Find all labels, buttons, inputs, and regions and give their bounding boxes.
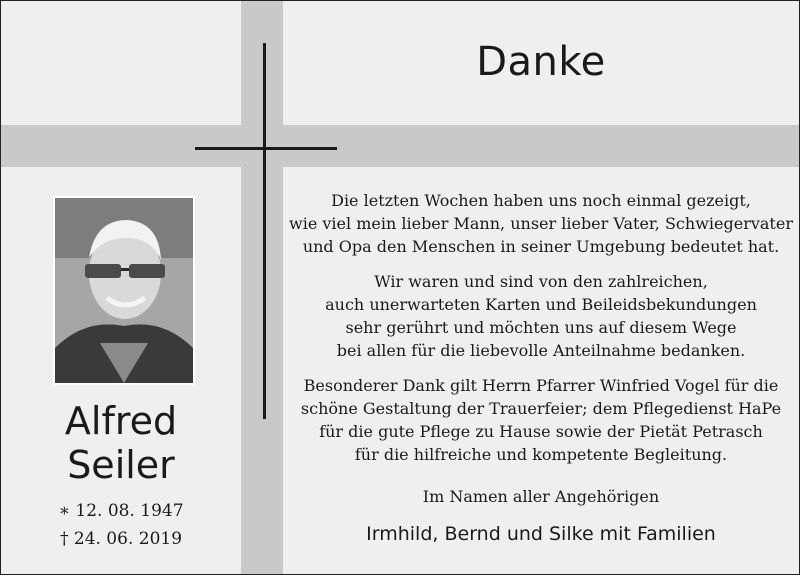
- page-title: Danke: [476, 39, 606, 85]
- message-text: [283, 189, 799, 478]
- portrait-photo: [53, 196, 195, 385]
- text-line: für die hilfreiche und kompetente Begleitung.: [354, 445, 728, 464]
- family-signature: Irmhild, Bernd und Silke mit Familien: [366, 523, 716, 545]
- text-line: und Opa den Menschen in seiner Umgebung bedeutet hat.: [302, 237, 780, 256]
- death-date: † 24. 06. 2019: [59, 529, 183, 549]
- text-line: bei allen für die liebevolle Anteilnahme bedanken.: [336, 341, 746, 360]
- message-paragraph-1: [283, 189, 799, 258]
- last-name: Seiler: [67, 443, 175, 487]
- horizontal-band: [1, 125, 799, 167]
- life-dates: [1, 497, 241, 553]
- message-paragraph-3: [283, 374, 799, 466]
- text-line: Die letzten Wochen haben uns noch einmal gezeigt,: [331, 191, 751, 210]
- message-paragraph-2: [283, 270, 799, 362]
- first-name: Alfred: [64, 399, 178, 443]
- birth-date: ∗ 12. 08. 1947: [58, 501, 184, 521]
- on-behalf-line: Im Namen aller Angehörigen: [422, 487, 660, 506]
- deceased-name: [1, 399, 241, 487]
- cross-icon-vertical: [263, 43, 266, 419]
- text-line: für die gute Pflege zu Hause sowie der Pietät Petrasch: [319, 422, 763, 441]
- text-line: auch unerwarteten Karten und Beileidsbekundungen: [325, 295, 757, 314]
- text-line: schöne Gestaltung der Trauerfeier; dem Pflegedienst HaPe: [300, 399, 782, 418]
- cross-icon-horizontal: [195, 147, 337, 150]
- vertical-band: [241, 1, 283, 574]
- text-line: Wir waren und sind von den zahlreichen,: [374, 272, 708, 291]
- text-line: wie viel mein lieber Mann, unser lieber Vater, Schwiegervater: [289, 214, 793, 233]
- text-line: sehr gerührt und möchten uns auf diesem Wege: [345, 318, 737, 337]
- text-line: Besonderer Dank gilt Herrn Pfarrer Winfried Vogel für die: [303, 376, 779, 395]
